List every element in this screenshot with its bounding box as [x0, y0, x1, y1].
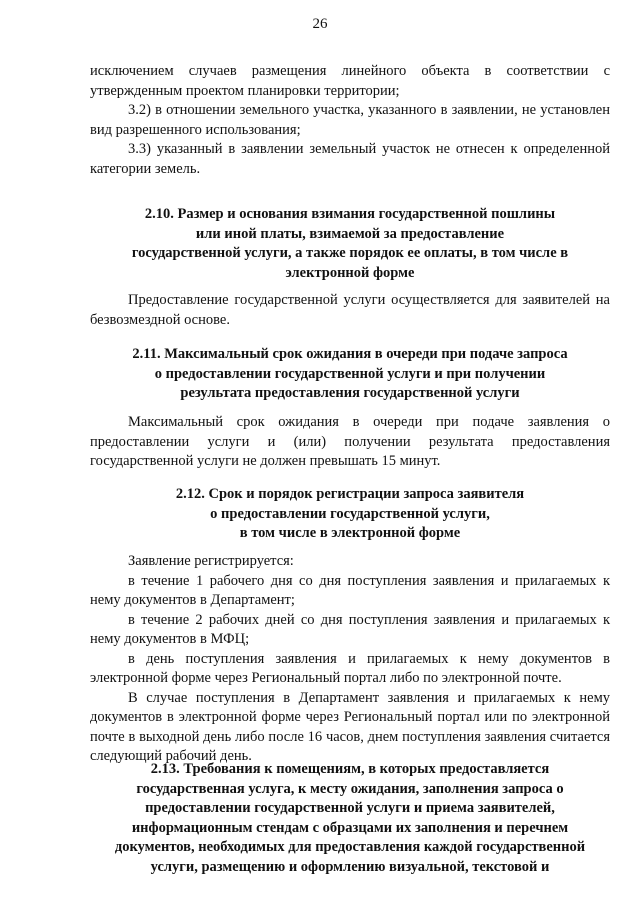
paragraph: в течение 2 рабочих дней со дня поступления заявления и прилагаемых к нему документов в МФЦ; [90, 611, 610, 647]
paragraph: Заявление регистрируется: [128, 553, 294, 569]
heading-line: 2.12. Срок и порядок регистрации запроса заявителя [175, 486, 525, 502]
section-text-2-11 [90, 413, 610, 472]
paragraph: В случае поступления в Департамент заявления и прилагаемых к нему документов в электронной форме через Региональный портал или по электронной почте в выходной день либо после 16 часов, днем поступления заявления считается следующий рабочий день. [90, 689, 610, 764]
heading-line: 2.10. Размер и основания взимания государственной пошлины [144, 206, 556, 222]
heading-line: или иной платы, взимаемой за предоставление [195, 225, 505, 242]
paragraph: исключением случаев размещения линейного объекта в соответствии с утвержденным проектом планировки территории; [90, 63, 610, 99]
heading-line: о предоставлении государственной услуги и при получении [154, 365, 546, 382]
heading-line: информационным стендам с образцами их заполнения и перечнем [131, 819, 569, 836]
section-heading-2-13 [90, 760, 610, 877]
heading-line: электронной форме [285, 264, 415, 281]
heading-line: о предоставлении государственной услуги, [210, 505, 490, 522]
heading-line: результата предоставления государственной услуги [180, 385, 520, 401]
section-heading-2-11 [90, 345, 610, 404]
heading-line: в том числе в электронной форме [239, 525, 461, 541]
heading-line: документов, необходимых для предоставления каждой государственной [114, 839, 586, 855]
section-text-2-10 [90, 291, 610, 330]
section-heading-2-10 [90, 205, 610, 283]
page-number: 26 [312, 16, 328, 32]
paragraph: 3.2) в отношении земельного участка, указанного в заявлении, не установлен вид разрешенного использования; [90, 102, 610, 138]
paragraph: Предоставление государственной услуги осуществляется для заявителей на безвозмездной основе. [90, 292, 610, 328]
section-heading-2-12 [90, 485, 610, 544]
heading-line: 2.11. Максимальный срок ожидания в очереди при подаче запроса [132, 346, 568, 362]
heading-line: государственной услуги, а также порядок ее оплаты, в том числе в [131, 245, 569, 261]
heading-line: государственная услуга, к месту ожидания, заполнения запроса о [136, 780, 564, 797]
heading-line: предоставлении государственной услуги и приема заявителей, [145, 800, 555, 816]
heading-line: услуги, размещению и оформлению визуальной, текстовой и [150, 858, 550, 875]
heading-line: 2.13. Требования к помещениям, в которых предоставляется [150, 761, 550, 777]
section-text-2-12 [90, 552, 610, 767]
paragraph: в течение 1 рабочего дня со дня поступления заявления и прилагаемых к нему документов в Департамент; [90, 572, 610, 608]
top-continuation-block [90, 62, 610, 179]
paragraph: в день поступления заявления и прилагаемых к нему документов в электронной форме через Региональный портал либо по электронной почте. [90, 650, 610, 686]
paragraph: 3.3) указанный в заявлении земельный участок не отнесен к определенной категории земель. [90, 141, 610, 177]
paragraph: Максимальный срок ожидания в очереди при подаче заявления о предоставлении услуги и (или) получении результата предоставления государственной услуги не должен превышать 15 минут. [90, 414, 610, 469]
